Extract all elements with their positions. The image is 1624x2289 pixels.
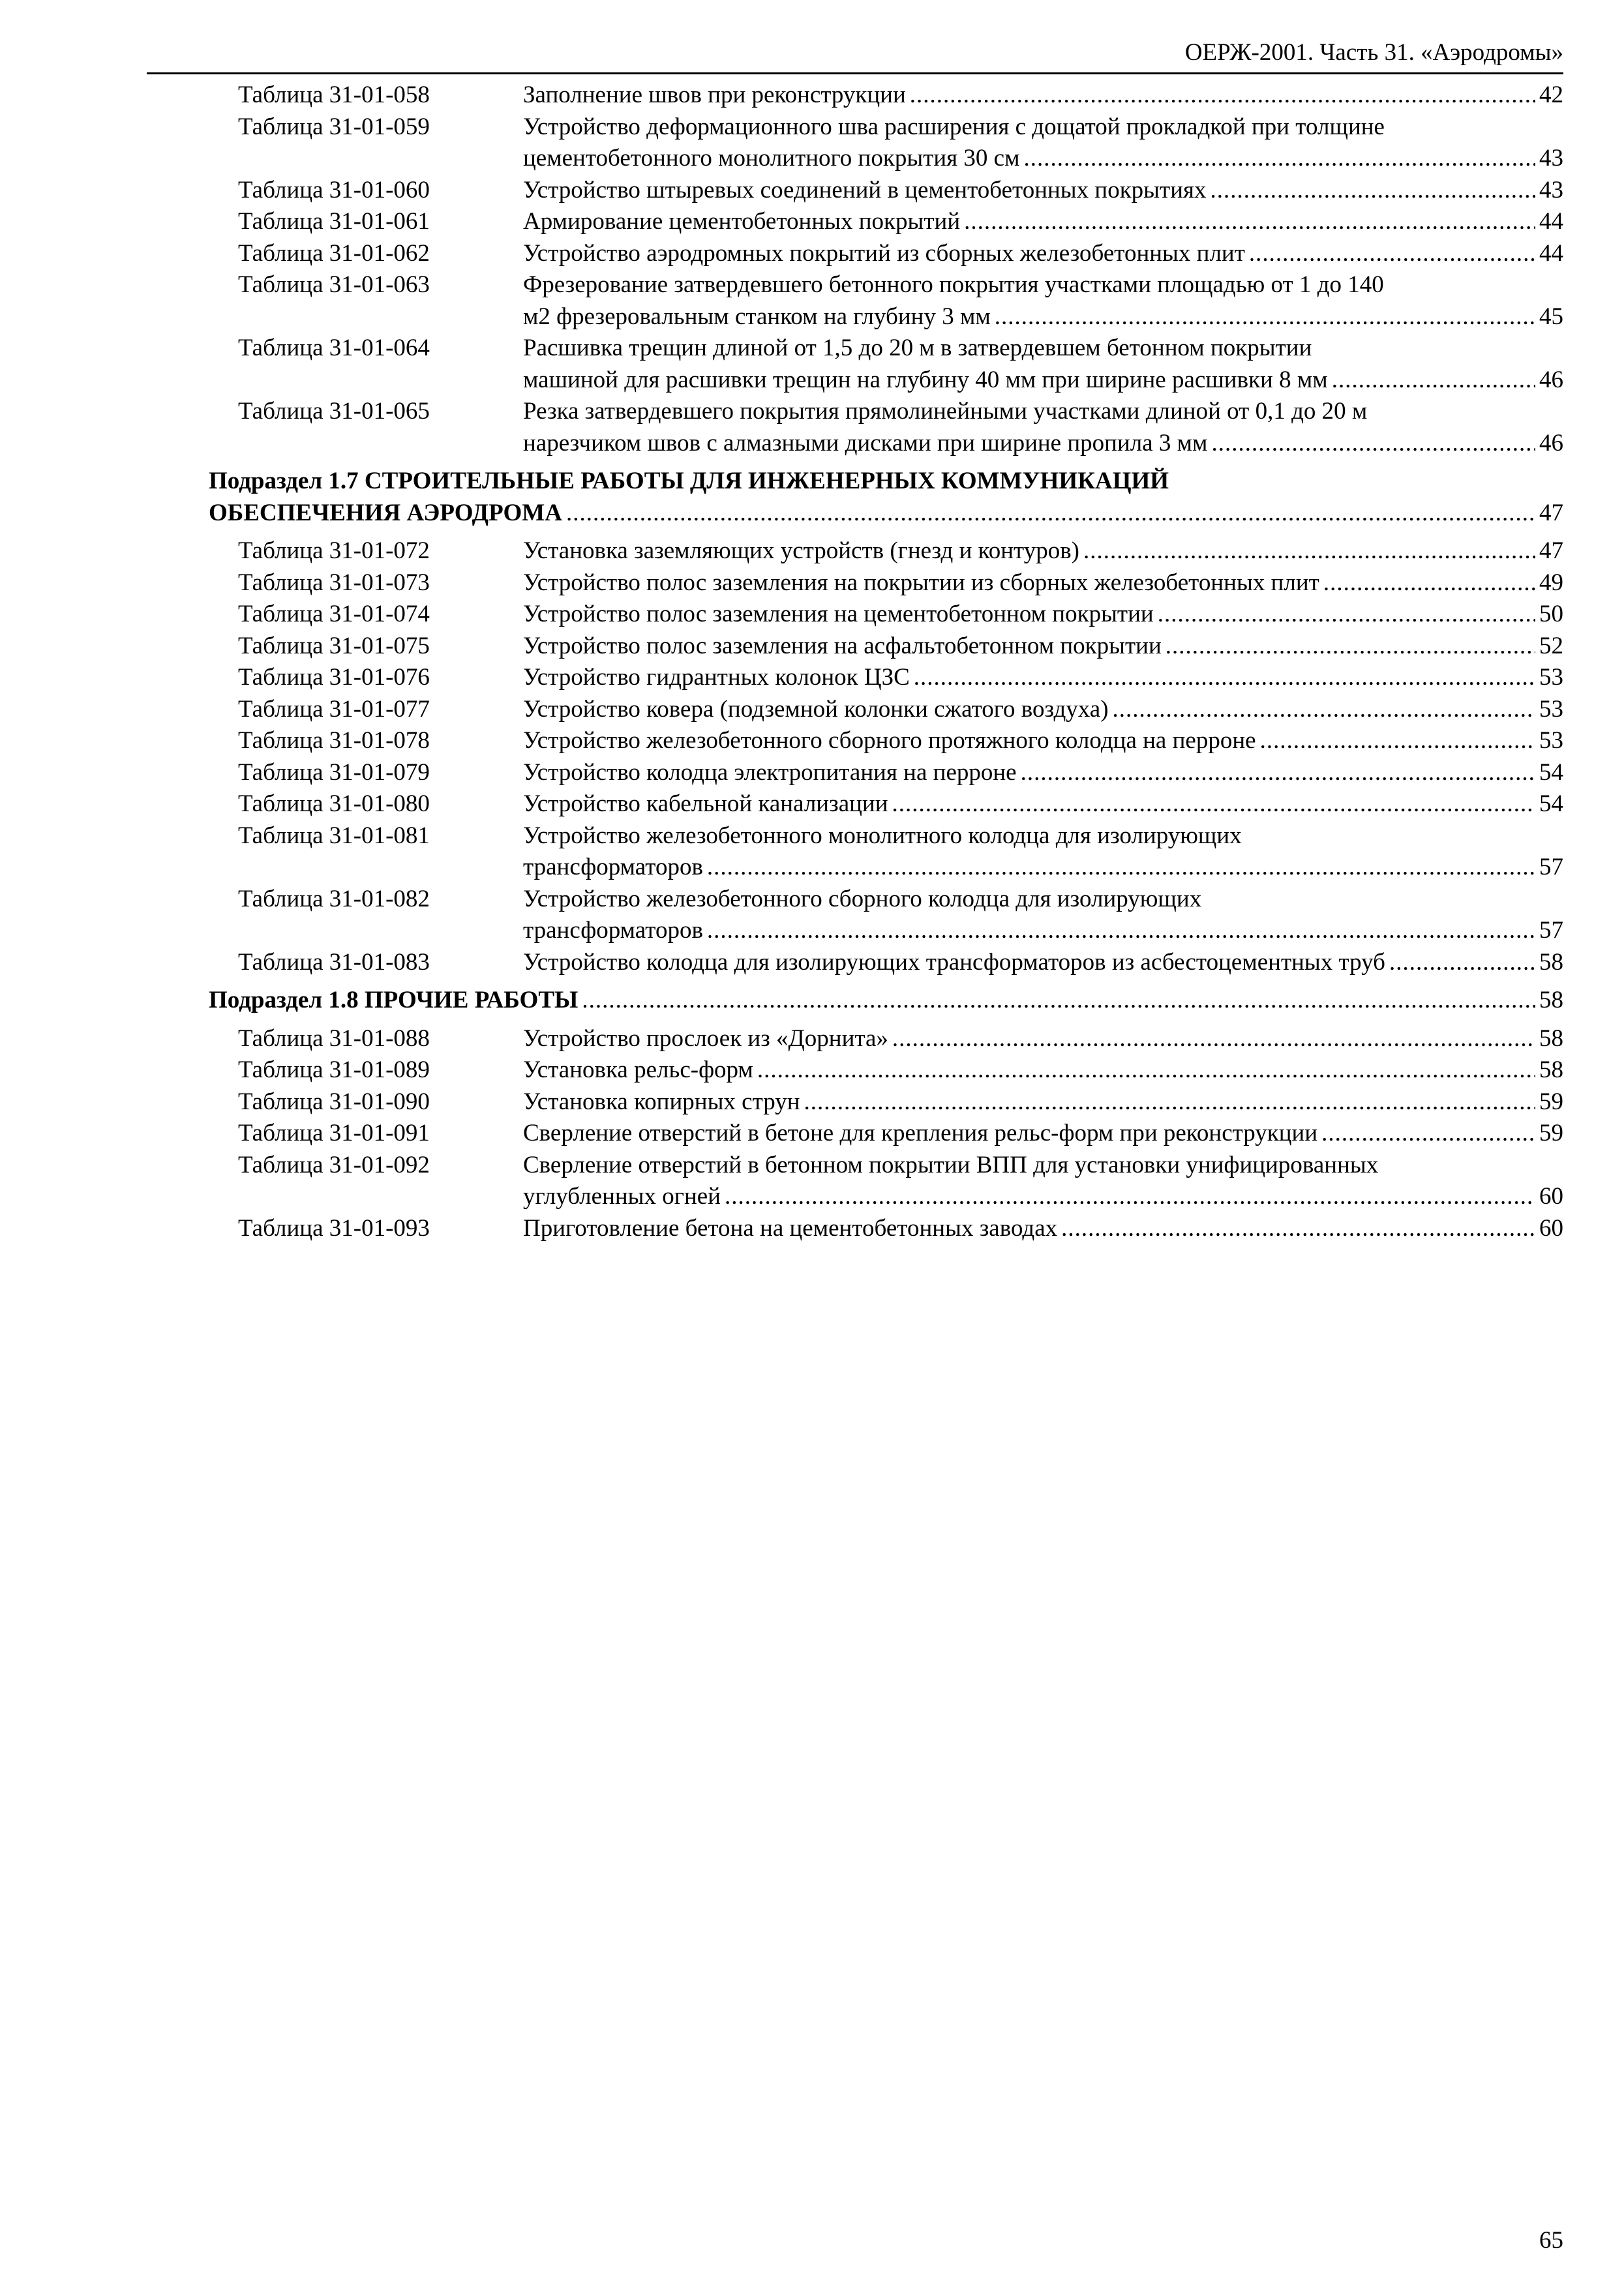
dot-leader (1249, 238, 1535, 270)
toc-entry-title-line: Устройство полос заземления на цементобетонном покрытии (523, 601, 1154, 627)
toc-entry-last-line (209, 498, 1563, 530)
toc-page-number: 60 (1539, 1183, 1563, 1210)
table-code: Таблица 31-01-077 (238, 695, 430, 723)
toc-entry-last-line (523, 694, 1563, 726)
toc-entry-last-line (523, 1055, 1563, 1086)
toc-entry (523, 535, 1563, 567)
toc-entry (523, 238, 1563, 270)
toc-entry-title-line: Устройство штыревых соединений в цементобетонных покрытиях (523, 176, 1207, 203)
toc-row[interactable] (209, 567, 1563, 599)
table-code: Таблица 31-01-091 (238, 1120, 430, 1146)
toc-page-number: 53 (1539, 727, 1563, 754)
table-code: Таблица 31-01-062 (238, 239, 430, 267)
toc-page-number: 57 (1539, 854, 1563, 880)
toc-entry-last-line (523, 631, 1563, 663)
toc-page-number: 58 (1539, 1056, 1563, 1083)
table-code: Таблица 31-01-061 (238, 208, 430, 235)
toc-entry (523, 175, 1563, 207)
toc-page-number: 47 (1539, 537, 1563, 564)
toc-entry (523, 80, 1563, 112)
toc-page-number: 42 (1539, 82, 1563, 108)
toc-entry (523, 1055, 1563, 1086)
toc-page-number: 59 (1539, 1120, 1563, 1146)
dot-leader (1024, 143, 1535, 175)
table-code: Таблица 31-01-060 (238, 176, 430, 203)
toc-entry-title-line: Устройство колодца электропитания на перроне (523, 758, 1017, 786)
toc-entry (523, 725, 1563, 757)
toc-page-number: 54 (1539, 758, 1563, 786)
toc-entry-title-line: м2 фрезеровальным станком на глубину 3 мм (523, 303, 991, 330)
toc-row[interactable] (209, 725, 1563, 757)
dot-leader (910, 80, 1535, 112)
dot-leader (1321, 1118, 1535, 1150)
table-code: Таблица 31-01-083 (238, 948, 430, 976)
toc-entry-title-line: Армирование цементобетонных покрытий (523, 208, 961, 235)
toc-entry (523, 269, 1563, 333)
toc-entry-title-line: Устройство аэродромных покрытий из сборных железобетонных плит (523, 239, 1245, 267)
dot-leader (1113, 694, 1535, 726)
dot-leader (804, 1086, 1535, 1118)
toc-page-number: 59 (1539, 1088, 1563, 1115)
table-code: Таблица 31-01-064 (238, 335, 430, 361)
toc-entry-title-line: Установка копирных струн (523, 1088, 800, 1115)
toc-entry-last-line (523, 757, 1563, 789)
toc-entry-title-line: углубленных огней (523, 1183, 721, 1210)
toc-row[interactable] (209, 238, 1563, 270)
table-code: Таблица 31-01-072 (238, 537, 430, 564)
toc-row[interactable] (209, 631, 1563, 663)
toc-entry-last-line (523, 788, 1563, 820)
toc-entry-last-line (523, 1181, 1563, 1213)
toc-entry-last-line (523, 1023, 1563, 1055)
toc-section[interactable] (209, 466, 1563, 529)
table-code: Таблица 31-01-075 (238, 632, 430, 659)
toc-entry-last-line (523, 365, 1563, 396)
toc-row[interactable] (209, 269, 1563, 333)
dot-leader (892, 788, 1535, 820)
toc-page-number: 60 (1539, 1214, 1563, 1242)
toc-row[interactable] (209, 694, 1563, 726)
toc-entry-title-line: ОБЕСПЕЧЕНИЯ АЭРОДРОМА (209, 499, 562, 526)
toc-entry-title-line: Фрезерование затвердевшего бетонного покрытия участками площадью от 1 до 140 (523, 271, 1384, 298)
toc-row[interactable] (209, 1086, 1563, 1118)
table-code: Таблица 31-01-073 (238, 569, 430, 596)
toc-entry-title-line: Резка затвердевшего покрытия прямолинейными участками длиной от 0,1 до 20 м (523, 398, 1368, 425)
toc-entry-title-line: трансформаторов (523, 917, 703, 944)
toc-row[interactable] (209, 1118, 1563, 1150)
dot-leader (1332, 365, 1535, 396)
toc-entry-last-line (523, 175, 1563, 207)
dot-leader (1210, 175, 1535, 207)
toc-row[interactable] (209, 947, 1563, 979)
toc-entry-title-line: Установка рельс-форм (523, 1056, 753, 1083)
toc-row[interactable] (209, 1150, 1563, 1213)
toc-entry (523, 788, 1563, 820)
table-code: Таблица 31-01-090 (238, 1088, 430, 1115)
toc-entry-title-line: цементобетонного монолитного покрытия 30 см (523, 145, 1020, 172)
toc-entry-last-line (523, 1086, 1563, 1118)
toc-entry-title-line: Приготовление бетона на цементобетонных заводах (523, 1214, 1058, 1242)
toc-entry (523, 1150, 1563, 1213)
toc-entry-title-line: машиной для расшивки трещин на глубину 40 мм при ширине расшивки 8 мм (523, 366, 1328, 393)
dot-leader (964, 206, 1535, 238)
toc-entry (523, 631, 1563, 663)
dot-leader (892, 1023, 1535, 1055)
toc-entry (523, 757, 1563, 789)
toc-entry-title-line: Устройство железобетонного монолитного колодца для изолирующих (523, 822, 1242, 849)
table-code: Таблица 31-01-092 (238, 1151, 430, 1178)
dot-leader (1021, 757, 1535, 789)
toc-page-number: 47 (1539, 499, 1563, 526)
dot-leader (1158, 599, 1535, 631)
toc-entry-last-line (523, 915, 1563, 947)
toc-row[interactable] (209, 820, 1563, 884)
dot-leader (1165, 631, 1535, 663)
toc-row[interactable] (209, 206, 1563, 238)
toc-row[interactable] (209, 599, 1563, 631)
dot-leader (707, 852, 1535, 884)
toc-page-number: 43 (1539, 176, 1563, 203)
toc-page-number: 44 (1539, 239, 1563, 267)
toc-page-number: 58 (1539, 1025, 1563, 1052)
running-header: ОЕРЖ-2001. Часть 31. «Аэродромы» (1184, 39, 1563, 66)
toc-entry-title-line: нарезчиком швов с алмазными дисками при ширине пропила 3 мм (523, 429, 1208, 456)
toc-entry-title-line: Устройство железобетонного сборного протяжного колодца на перроне (523, 727, 1256, 754)
toc-entry-title-line: Устройство деформационного шва расширения с дощатой прокладкой при толщине (523, 113, 1385, 140)
toc-row[interactable] (209, 662, 1563, 694)
toc-row[interactable] (209, 396, 1563, 459)
toc-entry (523, 599, 1563, 631)
dot-leader (725, 1181, 1535, 1213)
toc-entry (523, 884, 1563, 947)
toc-entry-last-line (523, 1118, 1563, 1150)
toc-entry-last-line (523, 725, 1563, 757)
toc-entry-title-line: Подраздел 1.8 ПРОЧИЕ РАБОТЫ (209, 987, 579, 1013)
toc-entry (209, 985, 1563, 1017)
header-rule (147, 72, 1563, 74)
toc-entry-title-line: Устройство колодца для изолирующих трансформаторов из асбестоцементных труб (523, 948, 1386, 976)
dot-leader (757, 1055, 1535, 1086)
toc-entry (523, 1213, 1563, 1245)
toc-entry-last-line (523, 206, 1563, 238)
toc-entry-last-line (523, 567, 1563, 599)
toc-entry (523, 333, 1563, 396)
toc-row[interactable] (209, 175, 1563, 207)
table-code: Таблица 31-01-058 (238, 82, 430, 108)
dot-leader (566, 498, 1535, 530)
toc-entry-title-line: Заполнение швов при реконструкции (523, 82, 906, 108)
toc-entry (523, 396, 1563, 459)
toc-page-number: 44 (1539, 208, 1563, 235)
toc-page-number: 49 (1539, 569, 1563, 596)
toc-page-number: 46 (1539, 429, 1563, 456)
toc-row[interactable] (209, 884, 1563, 947)
toc-entry-title-line: Расшивка трещин длиной от 1,5 до 20 м в затвердевшем бетонном покрытии (523, 335, 1312, 361)
toc-row[interactable] (209, 788, 1563, 820)
toc-page-number: 52 (1539, 632, 1563, 659)
dot-leader (582, 985, 1535, 1017)
toc-page-number: 57 (1539, 917, 1563, 944)
table-code: Таблица 31-01-081 (238, 822, 430, 849)
toc-entry-last-line (523, 1213, 1563, 1245)
toc-row[interactable] (209, 757, 1563, 789)
table-code: Таблица 31-01-080 (238, 790, 430, 817)
toc-entry-last-line (523, 947, 1563, 979)
toc-page-number: 53 (1539, 695, 1563, 723)
table-code: Таблица 31-01-079 (238, 758, 430, 786)
dot-leader (1061, 1213, 1535, 1245)
toc-row[interactable] (209, 333, 1563, 396)
toc-entry-last-line (523, 852, 1563, 884)
toc-entry-title-line: Подраздел 1.7 СТРОИТЕЛЬНЫЕ РАБОТЫ ДЛЯ ИНЖЕНЕРНЫХ КОММУНИКАЦИЙ (209, 468, 1169, 494)
toc-entry (523, 567, 1563, 599)
toc-entry-last-line (523, 599, 1563, 631)
dot-leader (1260, 725, 1535, 757)
toc-row[interactable] (209, 80, 1563, 112)
toc-page-number: 46 (1539, 366, 1563, 393)
table-code: Таблица 31-01-063 (238, 271, 430, 298)
toc-entry-title-line: Устройство железобетонного сборного колодца для изолирующих (523, 885, 1202, 912)
toc-entry (523, 1023, 1563, 1055)
toc-section[interactable] (209, 985, 1563, 1017)
page-number: 65 (1539, 2227, 1563, 2254)
dot-leader (995, 301, 1535, 333)
toc-row[interactable] (209, 1023, 1563, 1055)
toc-entry (523, 1086, 1563, 1118)
toc-page-number: 50 (1539, 601, 1563, 627)
table-of-contents (209, 80, 1563, 1244)
toc-entry-last-line (523, 80, 1563, 112)
toc-entry-last-line (523, 238, 1563, 270)
toc-page-number: 43 (1539, 145, 1563, 172)
toc-entry-last-line (209, 985, 1563, 1017)
toc-page-number: 45 (1539, 303, 1563, 330)
table-code: Таблица 31-01-076 (238, 664, 430, 691)
toc-page-number: 53 (1539, 664, 1563, 691)
dot-leader (1083, 535, 1535, 567)
toc-entry-title-line: Устройство ковера (подземной колонки сжатого воздуха) (523, 695, 1109, 723)
toc-entry-title-line: Устройство полос заземления на асфальтобетонном покрытии (523, 632, 1162, 659)
toc-entry (523, 947, 1563, 979)
toc-row[interactable] (209, 112, 1563, 175)
toc-entry-title-line: Сверление отверстий в бетонном покрытии ВПП для установки унифицированных (523, 1151, 1379, 1178)
table-code: Таблица 31-01-088 (238, 1025, 430, 1052)
toc-entry-title-line: Устройство полос заземления на покрытии из сборных железобетонных плит (523, 569, 1319, 596)
table-code: Таблица 31-01-082 (238, 885, 430, 912)
toc-page-number: 58 (1539, 987, 1563, 1013)
table-code: Таблица 31-01-093 (238, 1214, 430, 1242)
toc-row[interactable] (209, 535, 1563, 567)
toc-page-number: 54 (1539, 790, 1563, 817)
toc-entry-title-line: трансформаторов (523, 854, 703, 880)
toc-page-number: 58 (1539, 948, 1563, 976)
toc-entry-last-line (523, 662, 1563, 694)
toc-entry-last-line (523, 535, 1563, 567)
toc-entry (523, 694, 1563, 726)
toc-entry-title-line: Устройство гидрантных колонок ЦЗС (523, 664, 910, 691)
toc-entry-last-line (523, 428, 1563, 460)
toc-entry (523, 112, 1563, 175)
table-code: Таблица 31-01-078 (238, 727, 430, 754)
toc-entry (523, 662, 1563, 694)
table-code: Таблица 31-01-065 (238, 398, 430, 425)
toc-entry-last-line (523, 143, 1563, 175)
toc-entry-title-line: Сверление отверстий в бетоне для крепления рельс-форм при реконструкции (523, 1120, 1318, 1146)
toc-row[interactable] (209, 1213, 1563, 1245)
dot-leader (1323, 567, 1535, 599)
toc-entry (523, 206, 1563, 238)
toc-entry (523, 1118, 1563, 1150)
dot-leader (1211, 428, 1535, 460)
toc-entry-title-line: Устройство прослоек из «Дорнита» (523, 1025, 888, 1052)
toc-entry-last-line (523, 301, 1563, 333)
toc-entry (209, 466, 1563, 529)
dot-leader (1389, 947, 1535, 979)
table-code: Таблица 31-01-089 (238, 1056, 430, 1083)
dot-leader (707, 915, 1535, 947)
table-code: Таблица 31-01-059 (238, 113, 430, 140)
toc-entry-title-line: Устройство кабельной канализации (523, 790, 888, 817)
toc-row[interactable] (209, 1055, 1563, 1086)
dot-leader (914, 662, 1535, 694)
toc-entry (523, 820, 1563, 884)
table-code: Таблица 31-01-074 (238, 601, 430, 627)
toc-entry-title-line: Установка заземляющих устройств (гнезд и контуров) (523, 537, 1080, 564)
